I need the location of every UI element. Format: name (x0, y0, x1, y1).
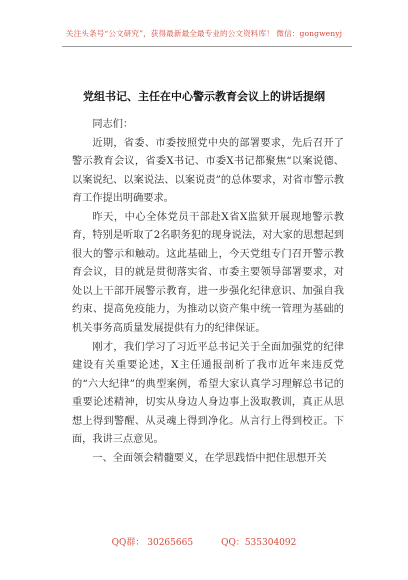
document-title: 党组书记、主任在中心警示教育会议上的讲话提纲 (83, 90, 325, 103)
paragraph-1: 近期，省委、市委按照党中央的部署要求，先后召开了警示教育会议，省委X书记、市委X书记都聚焦“以案说德、以案说纪、以案说法、以案说责”的总体要求，对省市警示教育工作提出明确要求。 (72, 137, 344, 205)
greeting: 同志们： (92, 119, 134, 130)
footer-qq-group: QQ群： 30265665 (111, 538, 194, 548)
document-body (72, 116, 344, 468)
paragraph-2: 昨天，中心全体党员干部赴X省X监狱开展现地警示教育，特别是听取了2名职务犯的现身说法，对大家的思想起到很大的警示和触动。这此基础上，今天党组专门召开警示教育会议，目的就是贯彻落实省、市委主要领导部署要求，对处以上干部开展警示教育，进一步强化纪律意识、加强自我约束、提高免疫能力，为推动以资产集中统一管理为基础的机关事务高质量发展提供有力的纪律保证。 (72, 211, 344, 335)
header-note: 关注头条号“公文研究”，获得最新最全最专业的公文资料库！ 微信：gongwenyj (65, 29, 343, 38)
header-divider (62, 46, 352, 47)
paragraph-3: 刚才，我们学习了习近平总书记关于全面加强党的纪律建设有关重要论述，X主任通报剖析了我市近年来违反党的“六大纪律”的典型案例，希望大家认真学习理解总书记的重要论述精神，切实从身边人身边事上汲取教训，真正从思想上得到警醒、从灵魂上得到净化。从言行上得到校正。下面，我讲三点意见。 (72, 341, 344, 446)
footer-contact (0, 535, 408, 548)
section-heading-1: 一、全面领会精髓要义，在学思践悟中把住思想开关 (92, 452, 327, 464)
footer-qq-number: QQ：535304092 (221, 538, 297, 548)
